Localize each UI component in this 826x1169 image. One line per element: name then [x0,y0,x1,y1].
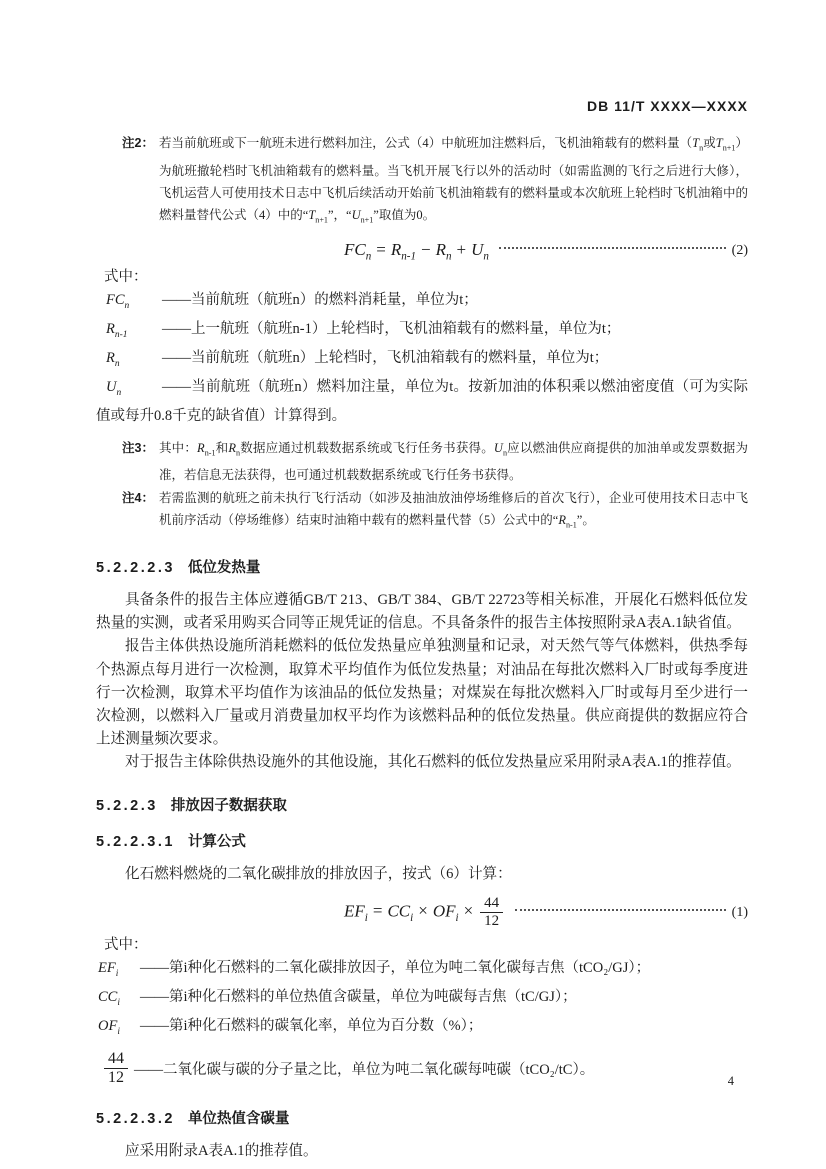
formula-1 [96,895,748,931]
note-3-label: 注3： [122,440,154,455]
page-number: 4 [727,1074,734,1088]
formula-1-dot-leader [515,909,726,911]
paragraph-cc: 应采用附录A表A.1的推荐值。 [125,1142,318,1159]
notes-group [96,437,748,537]
definition-ef-i: $EF_i$ ——第i种化石燃料的二氧化碳排放因子，单位为吨二氧化碳每吉焦（tCO₂/GJ）； [98,960,651,980]
where-intro-2: 式中： [104,937,148,954]
formula-1-expression: $EF_i = CC_i \times OF_i$ × $\frac{44}{12}$ [344,895,505,931]
section-heading-lhv: 5.2.2.2.3 低位发热量 [96,559,261,576]
fraction-44-12: $\frac{44}{12}$ [480,895,503,931]
definition-fc-n: $FC_n$ ——当前航班（航班n）的燃料消耗量，单位为t； [106,292,478,312]
paragraph-lhv-3: 对于报告主体除供热设施外的其他设施，其化石燃料的低位发热量应采用附录A表A.1的推荐值。 [125,754,741,771]
formula-2-number: (2) [731,243,748,259]
definition-fraction-44-12: $\frac{44}{12}$ ——二氧化碳与碳的分子量之比，单位为吨二氧化碳每吨碳（tCO₂/tC）。 [96,1050,748,1088]
definition-cc-i: $CC_i$ ——第i种化石燃料的单位热值含碳量，单位为吨碳每吉焦（tC/GJ）； [98,989,577,1009]
paragraph-ef-intro: 化石燃料燃烧的二氧化碳排放的排放因子，按式（6）计算： [125,865,512,882]
note-2 [122,132,748,231]
note-4-text: 若需监测的航班之前未执行飞行活动（如涉及抽油放油停场维修后的首次飞行），企业可使用技术日志中飞机前序活动（停场维修）结束时油箱中载有的燃料量代替（5）公式中的“$R_{n-1}$”。 [159,491,748,530]
doc-code: DB 11/T XXXX—XXXX [587,98,748,114]
definition-r-n: $R_n$ ——当前航班（航班n）上轮档时，飞机油箱载有的燃料量，单位为t； [106,350,609,370]
note-2-label: 注2： [122,136,154,150]
formula-1-number: (1) [731,904,748,920]
section-heading-cc: 5.2.2.3.2 单位热值含碳量 [96,1110,290,1127]
definition-r-n-1: $R_{n-1}$ ——上一航班（航班n-1）上轮档时，飞机油箱载有的燃料量，单位为t； [106,321,621,341]
section-heading-ef: 5.2.2.3 排放因子数据获取 [96,797,287,814]
fraction-44-12-term: $\frac{44}{12}$ [104,1050,128,1088]
formula-2-dot-leader [499,247,726,249]
note-3 [122,437,748,487]
definition-of-i: $OF_i$ ——第i种化石燃料的碳氧化率，单位为百分数（%）； [98,1018,483,1037]
paragraph-lhv-1: 具备条件的报告主体应遵循GB/T 213、GB/T 384、GB/T 22723等相关标准，开展化石燃料低位发热量的实测，或者采用购买合同等正规凭证的信息。不具备条件的报告主体按照附录A表A.1缺省值。 [96,591,748,632]
note-4 [122,487,748,537]
note-2-text: 若当前航班或下一航班未进行燃料加注，公式（4）中航班加注燃料后，飞机油箱载有的燃料量（$T_n$或$T_{n+1}$）为航班撤轮档时飞机油箱载有的燃料量。当飞机开展飞行以外的活动时（如需监测的飞行之后进行大修），飞机运营人可使用技术日志中飞机后续活动开始前飞机油箱载有的燃料量或本次航班上轮档时飞机油箱中的燃料量替代公式（4）中的“$T_{n+1}$”，“$U_{n+1}$”取值为0。 [159,136,748,224]
paragraph-lhv-2: 报告主体供热设施所消耗燃料的低位发热量应单独测量和记录，对天然气等气体燃料，供热季每个热源点每月进行一次检测，取算术平均值作为低位发热量；对油品在每批次燃料入厂时或每季度进行一次检测，取算术平均值作为该油品的低位发热量；对煤炭在每批次燃料入厂时或每月至少进行一次检测，以燃料入厂量或月消费量加权平均作为该燃料品种的低位发热量。供应商提供的数据应符合上述测量频次要求。 [96,638,748,748]
formula-2-expression: $FC_n = R_{n-1} - R_n + U_n$ [344,240,489,263]
note-4-label: 注4： [122,491,154,506]
section-heading-calc: 5.2.2.3.1 计算公式 [96,833,246,850]
where-intro-1: 式中： [104,269,148,286]
note-3-text: 其中：$R_{n-1}$和$R_n$数据应通过机载数据系统或飞行任务书获得。$U_n$应以燃油供应商提供的加油单或发票数据为准，若信息无法获得，也可通过机载数据系统或飞行任务书获得。 [159,440,748,483]
formula-2 [96,240,748,262]
definition-u-n: $U_n$ ——当前航班（航班n）燃料加注量，单位为t。按新加油的体积乘以燃油密度值（可为实际值或每升0.8千克的缺省值）计算得到。 [96,379,748,424]
